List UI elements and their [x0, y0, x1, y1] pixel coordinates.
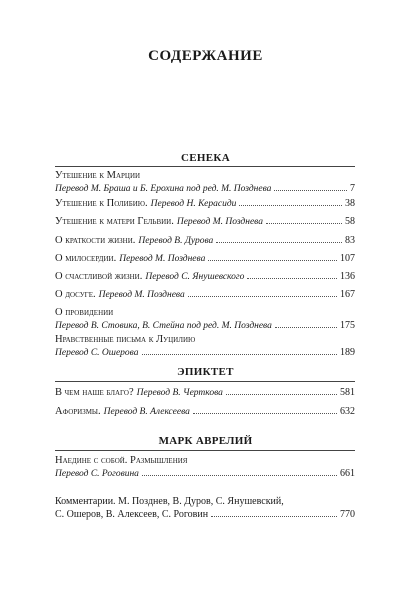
leader-dots	[226, 386, 337, 395]
section-heading-seneca: СЕНЕКА	[181, 152, 230, 164]
entry-translator: Перевод В. Дурова	[138, 236, 214, 246]
entry-page: 175	[340, 320, 355, 331]
leader-dots	[275, 319, 337, 328]
leader-dots	[193, 405, 337, 414]
leader-dots	[188, 288, 337, 297]
entry-translator: Перевод М. Позднева	[119, 254, 206, 264]
entry-translator: Перевод М. Браша и Б. Ерохина под ред. М. Позднева	[55, 184, 272, 194]
entry-title: О милосердии.	[55, 253, 117, 264]
section-rule	[55, 450, 355, 451]
toc-entry[interactable]	[55, 270, 355, 283]
entry-page: 7	[350, 183, 355, 194]
page-title: СОДЕРЖАНИЕ	[148, 48, 263, 64]
entry-title: О провидении	[55, 307, 114, 318]
toc-entry[interactable]	[55, 197, 355, 210]
entry-page: 83	[345, 235, 355, 246]
entry-page: 189	[340, 347, 355, 358]
entry-translator: Перевод Н. Керасиди	[150, 199, 237, 209]
toc-entry[interactable]	[55, 170, 355, 195]
entry-translator: Перевод В. Черткова	[136, 388, 223, 398]
entry-page: 661	[340, 468, 355, 479]
entry-title: Нравственные письма к Луцилию	[55, 334, 196, 345]
entry-translator: Перевод М. Позднева	[176, 217, 263, 227]
entry-translator: Перевод С. Янушевского	[145, 272, 245, 282]
section-heading-epictetus: ЭПИКТЕТ	[177, 366, 234, 378]
leader-dots	[208, 252, 337, 261]
entry-translator: Перевод М. Позднева	[98, 290, 185, 300]
entry-page: 136	[340, 271, 355, 282]
section-rule	[55, 166, 355, 167]
entry-title: Утешение к Марции	[55, 170, 141, 181]
toc-entry[interactable]	[55, 405, 355, 418]
toc-entry-comments[interactable]	[55, 496, 355, 521]
toc-entry[interactable]	[55, 288, 355, 301]
entry-title: Утешение к Полибию.	[55, 198, 148, 209]
entry-translator: Перевод В. Алексеева	[103, 407, 190, 417]
leader-dots	[142, 346, 338, 355]
entry-translator: Перевод С. Роговина	[55, 469, 139, 479]
entry-title: В чем наше благо?	[55, 387, 134, 398]
section-rule	[55, 381, 355, 382]
entry-page: 632	[340, 406, 355, 417]
leader-dots	[211, 508, 337, 517]
leader-dots	[266, 215, 342, 224]
leader-dots	[239, 197, 342, 206]
entry-title: О досуге.	[55, 289, 96, 300]
leader-dots	[274, 182, 347, 191]
entry-title: Наедине с собой. Размышления	[55, 455, 188, 466]
leader-dots	[247, 270, 337, 279]
entry-page: 38	[345, 198, 355, 209]
entry-page: 107	[340, 253, 355, 264]
toc-entry[interactable]	[55, 215, 355, 228]
entry-title: Утешение к матери Гельвии.	[55, 216, 174, 227]
leader-dots	[216, 234, 342, 243]
entry-page: 770	[340, 509, 355, 520]
entry-title: О счастливой жизни.	[55, 271, 143, 282]
comments-authors-line2: С. Ошеров, В. Алексеев, С. Роговин	[55, 509, 209, 520]
entry-page: 58	[345, 216, 355, 227]
toc-entry[interactable]	[55, 386, 355, 399]
entry-page: 581	[340, 387, 355, 398]
comments-authors-line1: Комментарии. М. Позднев, В. Дуров, С. Янушевский,	[55, 496, 284, 507]
toc-entry[interactable]	[55, 455, 355, 480]
leader-dots	[142, 467, 337, 476]
entry-title: О краткости жизни.	[55, 235, 136, 246]
entry-title: Афоризмы.	[55, 406, 101, 417]
entry-translator: Перевод В. Стовика, В. Стейна под ред. М. Позднева	[55, 321, 272, 331]
toc-entry[interactable]	[55, 234, 355, 247]
entry-translator: Перевод С. Ошерова	[55, 348, 139, 358]
section-heading-marcus-aurelius: МАРК АВРЕЛИЙ	[158, 435, 253, 447]
toc-entry[interactable]	[55, 334, 355, 359]
toc-entry[interactable]	[55, 252, 355, 265]
toc-entry[interactable]	[55, 307, 355, 332]
entry-page: 167	[340, 289, 355, 300]
